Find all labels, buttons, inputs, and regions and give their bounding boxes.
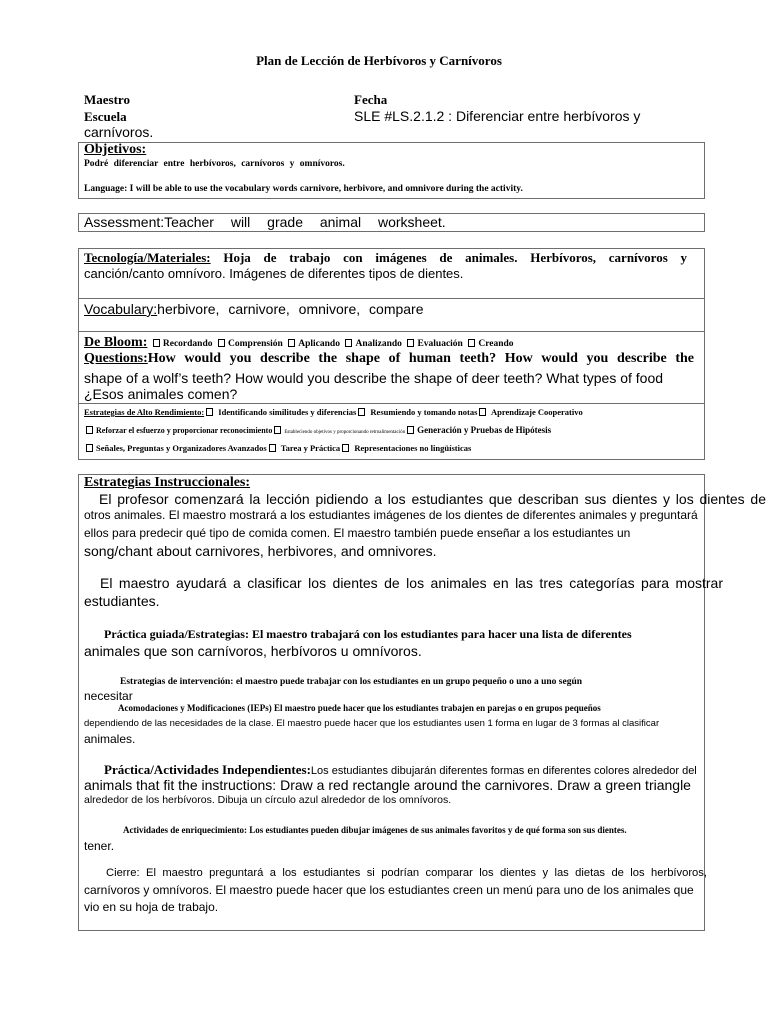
questions-label: Questions: <box>84 351 148 366</box>
alto-item: Estableciendo objetivos y proporcionando retroalimentación <box>284 430 406 435</box>
checkbox-icon[interactable] <box>86 426 93 434</box>
checkbox-icon[interactable] <box>407 339 414 347</box>
page-title: Plan de Lección de Herbívoros y Carnívoros <box>256 53 502 68</box>
iep-line1: Acomodaciones y Modificaciones (IEPs) El maestro puede hacer que los estudiantes trabajen en parejas o en grupos pequeños <box>118 703 601 713</box>
tecnologia-label: Tecnología/Materiales: <box>84 250 211 265</box>
bloom-item: Analizando <box>355 339 402 349</box>
tecnologia-line1 <box>84 250 687 266</box>
divider <box>78 298 705 299</box>
bloom-item: Creando <box>478 339 514 349</box>
bloom-item: Comprensión <box>228 339 283 349</box>
checkbox-icon[interactable] <box>206 408 213 416</box>
maestro-label: Maestro <box>84 92 130 107</box>
assessment-text: Teacher will grade animal worksheet. <box>164 214 446 230</box>
questions-line1 <box>84 351 694 367</box>
objetivos-line2: Language: I will be able to use the vocabulary words carnivore, herbivore, and omnivore during the activity. <box>84 184 523 194</box>
iep-line3: animales. <box>84 732 136 746</box>
checkbox-icon[interactable] <box>218 339 225 347</box>
divider <box>78 403 705 404</box>
checkbox-icon[interactable] <box>342 444 349 452</box>
independent-line3: alrededor de los herbívoros. Dibuja un círculo azul alrededor de los omnívoros. <box>84 794 452 806</box>
questions-text: How would you describe the shape of human teeth? How would you describe the <box>147 351 694 366</box>
alto-item: Resumiendo y tomando notas <box>370 407 478 417</box>
instruccionales-label: Estrategias Instruccionales: <box>84 475 251 490</box>
cierre-line1: Cierre: El maestro preguntará a los estudiantes si podrían comparar los dientes y las dietas de los herbívoros, <box>106 867 707 879</box>
bloom-row <box>84 335 514 351</box>
intervention-line2: necesitar <box>84 689 133 703</box>
guided-line1: Práctica guiada/Estrategias: El maestro trabajará con los estudiantes para hacer una lista de diferentes <box>104 627 632 641</box>
bloom-item: Recordando <box>162 339 213 349</box>
fecha-label: Fecha <box>354 92 388 107</box>
cierre-line3: vio en su hoja de trabajo. <box>84 900 219 914</box>
alto-row3 <box>84 443 471 453</box>
checkbox-icon[interactable] <box>288 339 295 347</box>
bloom-label: De Bloom: <box>84 335 148 350</box>
objetivos-line1: Podré diferenciar entre herbívoros, carnívoros y omnívoros. <box>84 159 345 169</box>
p2-line2: estudiantes. <box>84 593 160 609</box>
intervention-line1: Estrategias de intervención: el maestro puede trabajar con los estudiantes en un grupo pequeño o uno a uno según <box>120 677 583 687</box>
p1-line1: El profesor comenzará la lección pidiendo a los estudiantes que describan sus dientes y los dientes de <box>99 491 766 507</box>
vocabulary-row <box>84 301 424 317</box>
p1-line4: song/chant about carnivores, herbivores, and omnivores. <box>84 543 437 559</box>
escuela-label: Escuela <box>84 109 127 124</box>
alto-item: Aprendizaje Cooperativo <box>491 407 583 417</box>
checkbox-icon[interactable] <box>479 408 486 416</box>
alto-item: Identificando similitudes y diferencias <box>218 407 357 417</box>
checkbox-icon[interactable] <box>86 444 93 452</box>
bloom-item: Evaluación <box>417 339 463 349</box>
alto-item: Generación y Pruebas de Hipótesis <box>417 425 552 435</box>
alto-row1 <box>84 407 583 417</box>
p2-line1: El maestro ayudará a clasificar los dientes de los animales en las tres categorías para mostrar <box>100 575 723 591</box>
checkbox-icon[interactable] <box>274 426 281 434</box>
checkbox-icon[interactable] <box>269 444 276 452</box>
independent-line2: animals that fit the instructions: Draw a red rectangle around the carnivores. Draw a green triangle <box>84 777 691 793</box>
alto-item: Señales, Preguntas y Organizadores Avanzados <box>96 443 267 453</box>
checkbox-icon[interactable] <box>153 339 160 347</box>
alto-label: Estrategias de Alto Rendimiento: <box>84 407 205 417</box>
checkbox-icon[interactable] <box>345 339 352 347</box>
vocabulary-label: Vocabulary: <box>84 301 158 317</box>
checkbox-icon[interactable] <box>358 408 365 416</box>
alto-item: Representaciones no lingüísticas <box>354 443 472 453</box>
alto-item: Reforzar el esfuerzo y proporcionar reconocimiento <box>96 426 273 435</box>
bloom-item: Aplicando <box>298 339 340 349</box>
vocabulary-text: herbivore, carnivore, omnivore, compare <box>157 301 424 317</box>
assessment-row <box>84 214 446 230</box>
enrichment-line1: Actividades de enriquecimiento: Los estudiantes pueden dibujar imágenes de sus animales favoritos y de qué forma son sus dientes. <box>123 825 627 835</box>
cierre-line2: carnívoros y omnívoros. El maestro puede hacer que los estudiantes creen un menú para uno de los animales que <box>84 883 694 897</box>
alto-row2 <box>84 425 551 435</box>
sle-standard: SLE #LS.2.1.2 : Diferenciar entre herbívoros y <box>354 108 641 124</box>
tecnologia-text: Hoja de trabajo con imágenes de animales. Herbívoros, carnívoros y <box>223 250 687 265</box>
iep-line2: dependiendo de las necesidades de la clase. El maestro puede hacer que los estudiantes usen 1 forma en lugar de 3 formas al clasificar <box>84 718 660 729</box>
p1-line2: otros animales. El maestro mostrará a los estudiantes imágenes de los dientes de diferentes animales y preguntará <box>84 508 698 522</box>
questions-line3: ¿Esos animales comen? <box>84 386 238 402</box>
independent-label: Práctica/Actividades Independientes: <box>104 762 311 777</box>
objetivos-label: Objetivos: <box>84 142 147 157</box>
guided-line2: animales que son carnívoros, herbívoros u omnívoros. <box>84 643 422 659</box>
checkbox-icon[interactable] <box>407 426 414 434</box>
assessment-label: Assessment: <box>84 214 165 230</box>
divider <box>78 331 705 332</box>
sle-standard-continued: carnívoros. <box>84 124 154 140</box>
questions-line2: shape of a wolf’s teeth? How would you describe the shape of deer teeth? What types of food <box>84 370 664 386</box>
checkbox-icon[interactable] <box>468 339 475 347</box>
p1-line3: ellos para predecir qué tipo de comida comen. El maestro también puede enseñar a los estudiantes un <box>84 526 631 540</box>
enrichment-line2: tener. <box>84 839 115 853</box>
independent-text: Los estudiantes dibujarán diferentes formas en diferentes colores alrededor del <box>310 765 697 777</box>
tecnologia-line2: canción/canto omnívoro. Imágenes de diferentes tipos de dientes. <box>84 266 464 281</box>
alto-item: Tarea y Práctica <box>280 443 341 453</box>
